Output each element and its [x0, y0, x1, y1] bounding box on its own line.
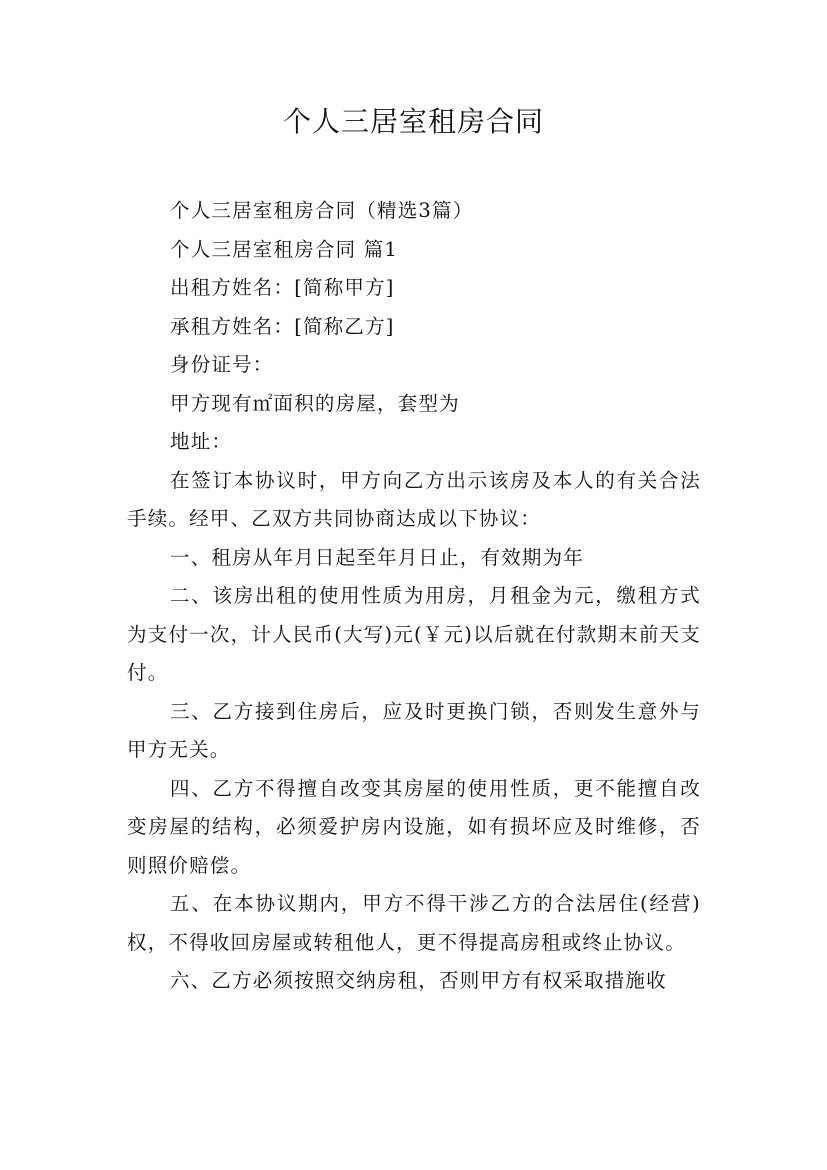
paragraph-agreement-intro: 在签订本协议时，甲方向乙方出示该房及本人的有关合法手续。经甲、乙双方共同协商达成以下协议： — [127, 468, 701, 530]
paragraph-clause-5: 五、在本协议期内，甲方不得干涉乙方的合法居住(经营)权，不得收回房屋或转租他人，更不得提高房租或终止协议。 — [127, 892, 701, 954]
paragraph-subtitle: 个人三居室租房合同（精选3篇） — [170, 199, 474, 222]
paragraph-address: 地址： — [170, 430, 233, 453]
document-body — [127, 192, 701, 1001]
paragraph-section-heading: 个人三居室租房合同 篇1 — [170, 237, 399, 261]
paragraph-house-area: 甲方现有㎡面积的房屋，套型为 — [170, 391, 460, 415]
paragraph-clause-4: 四、乙方不得擅自改变其房屋的使用性质，更不能擅自改变房屋的结构，必须爱护房内设施，如有损坏应及时维修，否则照价赔偿。 — [127, 776, 701, 877]
paragraph-clause-6: 六、乙方必须按照交纳房租，否则甲方有权采取措施收 — [170, 969, 667, 992]
paragraph-clause-2: 二、该房出租的使用性质为用房，月租金为元，缴租方式为支付一次，计人民币(大写)元(￥元)以后就在付款期末前天支付。 — [127, 584, 701, 684]
paragraph-id-number: 身份证号： — [170, 353, 274, 376]
paragraph-clause-3: 三、乙方接到住房后，应及时更换门锁，否则发生意外与甲方无关。 — [127, 699, 701, 761]
paragraph-clause-1: 一、租房从年月日起至年月日止，有效期为年 — [170, 545, 585, 569]
document-title: 个人三居室租房合同 — [282, 105, 544, 138]
paragraph-lessor-name: 出租方姓名：[简称甲方] — [170, 276, 395, 299]
paragraph-lessee-name: 承租方姓名：[简称乙方] — [170, 314, 395, 338]
